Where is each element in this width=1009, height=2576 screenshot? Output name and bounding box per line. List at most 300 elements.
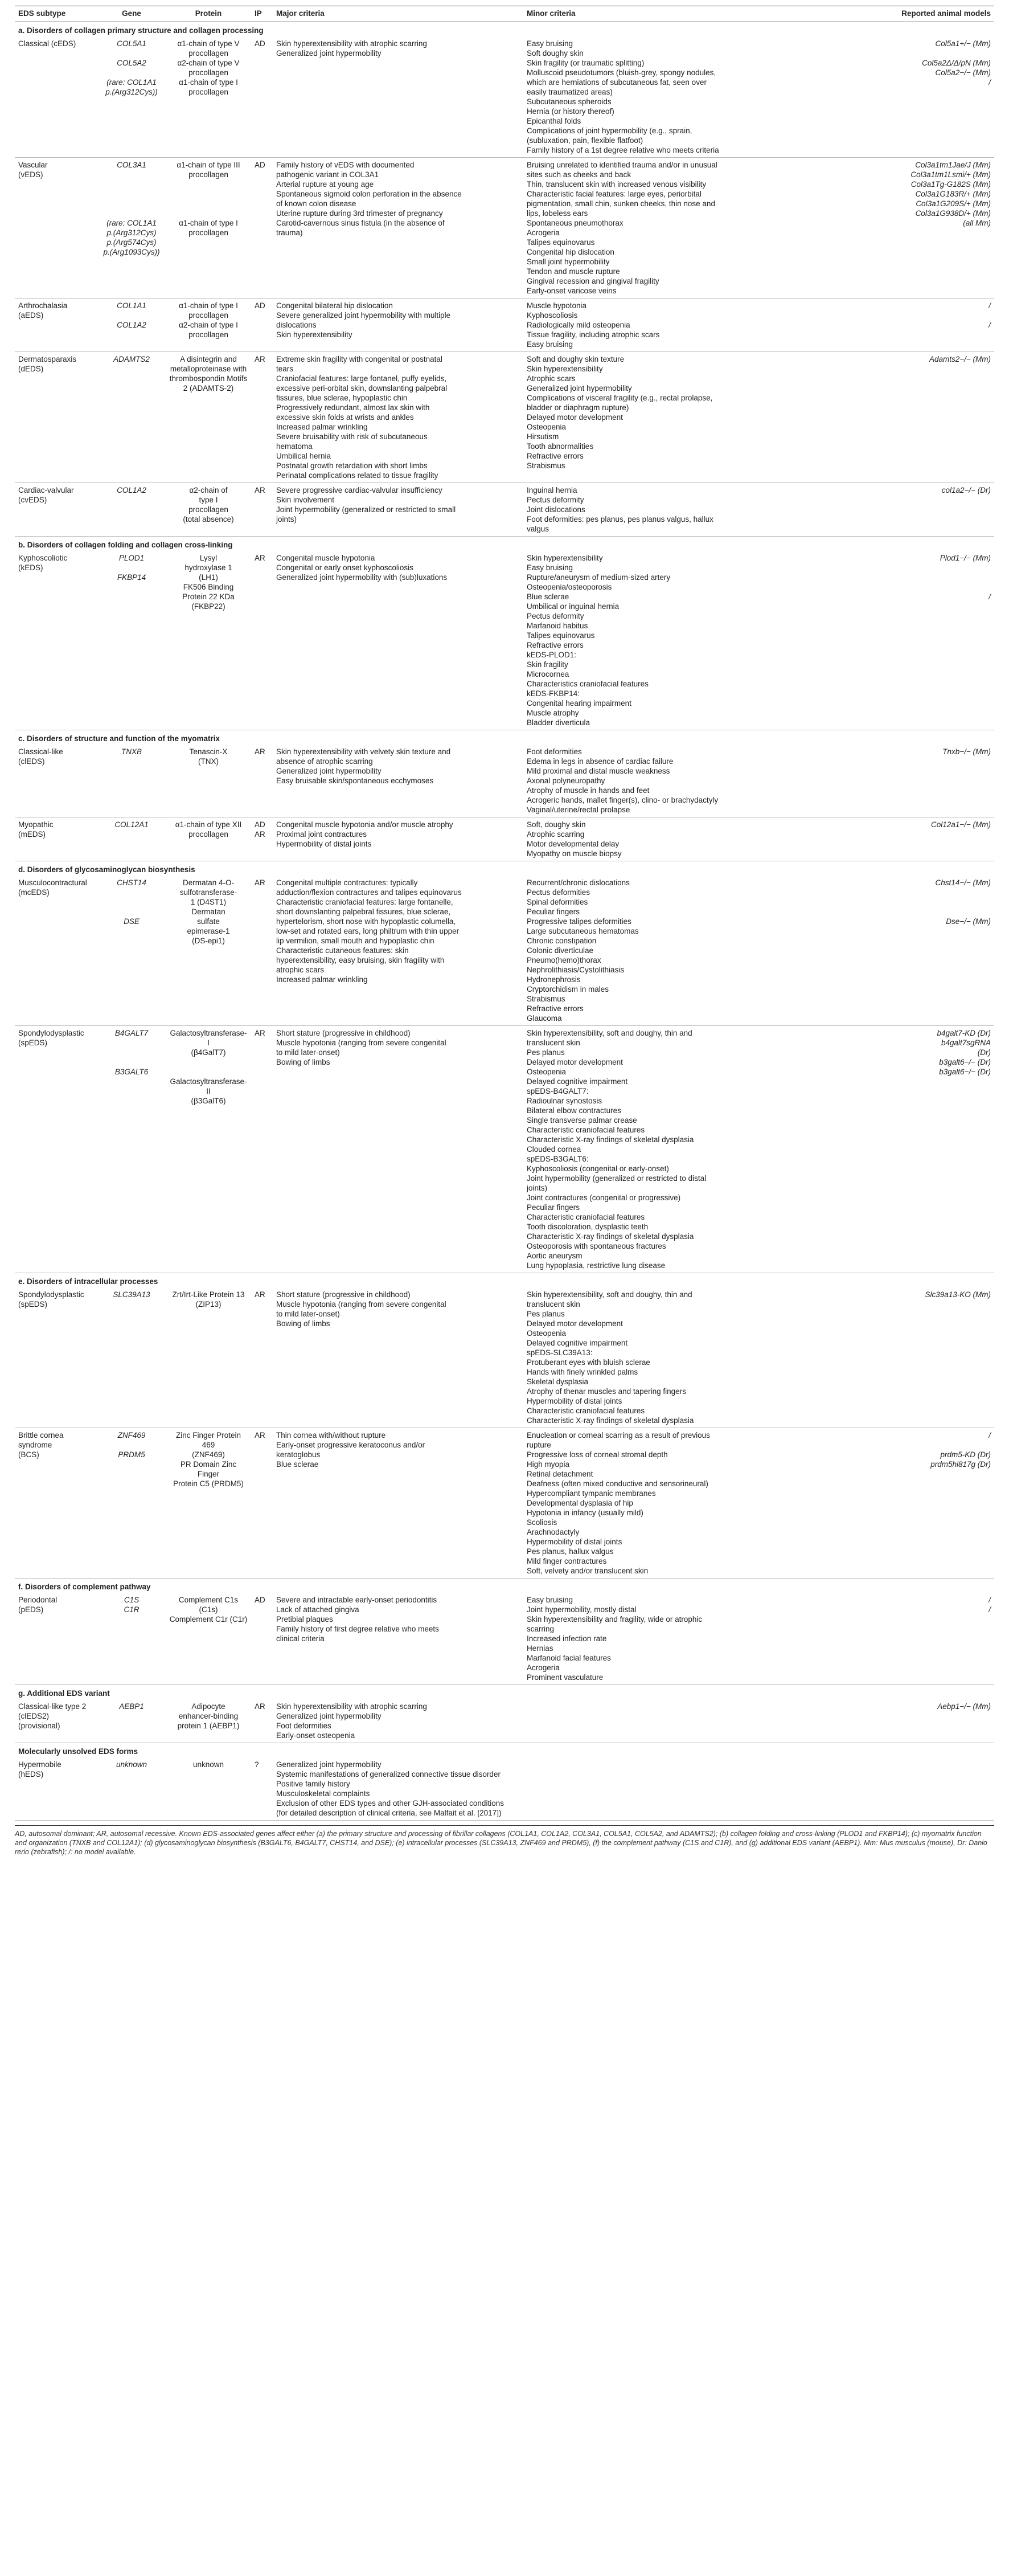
subtype-cell (15, 876, 97, 1026)
major-criteria-line: short downslanting palpebral fissures, blue sclerae, (276, 907, 451, 916)
major-criteria-line: Characteristic craniofacial features: large fontanelle, (276, 898, 453, 906)
major-criteria-line: Congenital multiple contractures: typically (276, 878, 418, 887)
animal-models-line: Col3a1G938D/+ (Mm) (915, 209, 991, 218)
ip-cell (251, 551, 273, 730)
major-criteria-line: Congenital or early onset kyphoscoliosis (276, 563, 413, 572)
protein-line: Zinc Finger Protein 469 (175, 1431, 241, 1449)
minor-criteria-line: Delayed cognitive impairment (527, 1339, 628, 1347)
gene-cell (97, 299, 166, 352)
animal-models-line (797, 582, 991, 592)
major-criteria-line: Severe generalized joint hypermobility with multiple (276, 311, 451, 320)
ip-cell (251, 299, 273, 352)
animal-models-line: Col3a1tm1Lsmi/+ (Mm) (910, 170, 991, 179)
minor-criteria-line: easily traumatized areas) (527, 88, 613, 96)
subtype-cell (15, 36, 97, 158)
protein-line: α1-chain of type XII (175, 820, 242, 829)
gene-line: FKBP14 (117, 573, 146, 582)
header-protein: Protein (195, 9, 222, 18)
table-row (15, 299, 994, 352)
minor-criteria-line: Spinal deformities (527, 898, 588, 906)
major-criteria-line: Skin hyperextensibility (276, 330, 352, 339)
ip-line: AR (255, 1702, 265, 1711)
minor-criteria-line: Nephrolithiasis/Cystolithiasis (527, 966, 625, 974)
major-criteria-line: Craniofacial features: large fontanel, puffy eyelids, (276, 374, 447, 383)
minor-criteria-line: Glaucoma (527, 1014, 562, 1023)
protein-cell (166, 1026, 251, 1273)
major-criteria-line: Umbilical hernia (276, 452, 331, 460)
minor-criteria-line: Microcornea (527, 670, 569, 678)
minor-criteria-line: Marfanoid habitus (527, 621, 588, 630)
ip-line: AD (255, 301, 265, 310)
animal-models-line: Col3a1G183R/+ (Mm) (915, 190, 991, 198)
minor-criteria-line: Characteristic X-ray findings of skeletal dysplasia (527, 1232, 694, 1241)
ip-line: AR (255, 1290, 265, 1299)
protein-line: (LH1) (199, 573, 218, 582)
protein-line: procollagen (188, 68, 228, 77)
protein-line: procollagen (188, 88, 228, 96)
minor-criteria-line: Hypercompliant tympanic membranes (527, 1489, 656, 1498)
major-criteria-line: Short stature (progressive in childhood) (276, 1029, 411, 1037)
subtype-cell (15, 299, 97, 352)
major-criteria-cell (273, 352, 523, 483)
table-row (15, 551, 994, 730)
minor-criteria-line: Skin hyperextensibility (527, 365, 603, 373)
gene-line: p.(Arg574Cys) (106, 238, 157, 247)
gene-line: B3GALT6 (114, 1068, 149, 1076)
minor-criteria-line: Osteopenia (527, 1068, 567, 1076)
protein-line: type I (199, 496, 218, 504)
major-criteria-line: Foot deformities (276, 1722, 331, 1730)
subtype-cell (15, 352, 97, 483)
gene-line: ADAMTS2 (113, 355, 150, 363)
minor-criteria-line: Recurrent/chronic dislocations (527, 878, 630, 887)
major-criteria-line: Systemic manifestations of generalized connective tissue disorder (276, 1770, 501, 1778)
animal-models-line: b4galt7sgRNA (941, 1038, 991, 1047)
animal-models-cell (794, 352, 994, 483)
minor-criteria-line: Joint dislocations (527, 505, 585, 514)
protein-cell (166, 876, 251, 1026)
ip-line: AD (255, 1596, 265, 1604)
subtype-cell (15, 1428, 97, 1579)
subtype-cell (15, 483, 97, 537)
ip-line: ? (255, 1760, 259, 1769)
protein-line: α1-chain of type I (179, 219, 238, 227)
major-criteria-line: to mild later-onset) (276, 1048, 340, 1057)
major-criteria-line: of known colon disease (276, 199, 356, 208)
section-title: c. Disorders of structure and function of the myomatrix (18, 734, 220, 743)
protein-line: protein 1 (AEBP1) (177, 1722, 240, 1730)
protein-line: (β4GalT7) (191, 1048, 226, 1057)
protein-line: Galactosyltransferase-I (170, 1029, 247, 1047)
minor-criteria-line: Vaginal/uterine/rectal prolapse (527, 805, 630, 814)
minor-criteria-line: Pes planus (527, 1048, 565, 1057)
minor-criteria-line: Easy bruising (527, 563, 573, 572)
minor-criteria-line: Easy bruising (527, 340, 573, 349)
minor-criteria-line: Arachnodactyly (527, 1528, 580, 1536)
major-criteria-line: trauma) (276, 228, 303, 237)
subtype-line: (clEDS) (18, 757, 45, 766)
gene-line (101, 1038, 162, 1048)
major-criteria-cell (273, 551, 523, 730)
subtype-line: (provisional) (18, 1722, 60, 1730)
minor-criteria-line: Acrogeria (527, 1663, 560, 1672)
minor-criteria-line: Soft, doughy skin (527, 820, 586, 829)
major-criteria-cell (273, 1757, 523, 1821)
minor-criteria-line: Deafness (often mixed conductive and sensorineural) (527, 1479, 708, 1488)
minor-criteria-line: Tooth discoloration, dysplastic teeth (527, 1222, 649, 1231)
protein-line: FK506 Binding (183, 583, 234, 591)
protein-line: procollagen (188, 505, 228, 514)
minor-criteria-cell (523, 352, 794, 483)
protein-line: hydroxylase 1 (184, 563, 232, 572)
animal-models-line: Plod1−/− (Mm) (940, 554, 991, 562)
minor-criteria-line: Skin hyperextensibility and fragility, wide or atrophic (527, 1615, 703, 1624)
minor-criteria-line: Strabismus (527, 461, 565, 470)
gene-cell (97, 352, 166, 483)
major-criteria-line: fissures, blue sclerae, hypoplastic chin (276, 394, 408, 402)
protein-cell (166, 745, 251, 817)
protein-line (169, 179, 248, 189)
table-row (15, 817, 994, 861)
protein-line: Galactosyltransferase-II (170, 1077, 247, 1095)
minor-criteria-line: Hernias (527, 1644, 553, 1653)
gene-cell (97, 36, 166, 158)
header-ip: IP (255, 9, 262, 18)
protein-line: procollagen (188, 830, 228, 839)
minor-criteria-cell (523, 1593, 794, 1685)
minor-criteria-cell (523, 158, 794, 299)
animal-models-line: / (989, 301, 991, 310)
animal-models-cell (794, 817, 994, 861)
protein-line: A disintegrin and (180, 355, 237, 363)
minor-criteria-cell (523, 1699, 794, 1743)
animal-models-line (797, 48, 991, 58)
gene-cell (97, 551, 166, 730)
subtype-line: Arthrochalasia (18, 301, 68, 310)
minor-criteria-line: Skin fragility (527, 660, 568, 669)
protein-line: Zrt/Irt-Like Protein 13 (172, 1290, 245, 1299)
minor-criteria-line: Spontaneous pneumothorax (527, 219, 624, 227)
major-criteria-line: to mild later-onset) (276, 1310, 340, 1318)
subtype-line: (mEDS) (18, 830, 46, 839)
animal-models-line: / (989, 592, 991, 601)
animal-models-line (797, 563, 991, 573)
header-minor: Minor criteria (527, 9, 576, 18)
protein-line: (ZNF469) (192, 1450, 225, 1459)
minor-criteria-line: Muscle atrophy (527, 709, 579, 717)
gene-line: ZNF469 (117, 1431, 146, 1440)
minor-criteria-line: Pes planus (527, 1310, 565, 1318)
table-row (15, 158, 994, 299)
animal-models-line (797, 888, 991, 897)
gene-line: AEBP1 (119, 1702, 144, 1711)
subtype-line: Musculocontractural (18, 878, 87, 887)
minor-criteria-line: translucent skin (527, 1300, 580, 1309)
minor-criteria-line: Thin, translucent skin with increased venous visibility (527, 180, 707, 189)
gene-line: DSE (124, 917, 140, 926)
subtype-line: (spEDS) (18, 1038, 48, 1047)
major-criteria-line: Congenital muscle hypotonia (276, 554, 375, 562)
subtype-line: Kyphoscoliotic (18, 554, 68, 562)
minor-criteria-line: Retinal detachment (527, 1470, 593, 1478)
major-criteria-line: Skin hyperextensibility with atrophic scarring (276, 1702, 427, 1711)
animal-models-line: Col12a1−/− (Mm) (930, 820, 991, 829)
protein-line: α2-chain of type I (179, 321, 238, 329)
minor-criteria-line: Skeletal dysplasia (527, 1377, 589, 1386)
section-title: b. Disorders of collagen folding and collagen cross-linking (18, 541, 233, 549)
section-heading-row (15, 537, 994, 551)
protein-line: α2-chain of type V (177, 59, 240, 67)
major-criteria-line: Early-onset progressive keratoconus and/or (276, 1441, 425, 1449)
animal-models-line: b3galt6−/− (Dr) (939, 1058, 991, 1066)
major-criteria-cell (273, 483, 523, 537)
minor-criteria-cell (523, 817, 794, 861)
protein-line: α1-chain of type V (177, 39, 240, 48)
subtype-line: (spEDS) (18, 1300, 48, 1309)
table-row (15, 876, 994, 1026)
animal-models-cell (794, 36, 994, 158)
major-criteria-line: (for detailed description of clinical criteria, see Malfait et al. [2017]) (276, 1809, 502, 1817)
ip-line: AR (255, 554, 265, 562)
minor-criteria-line: Hydronephrosis (527, 975, 581, 984)
minor-criteria-line: Pneumo(hemo)thorax (527, 956, 601, 964)
minor-criteria-line: Joint contractures (congenital or progressive) (527, 1193, 681, 1202)
protein-line: (DS-epi1) (192, 937, 225, 945)
minor-criteria-line: Atrophic scarring (527, 830, 585, 839)
animal-models-line: Slc39a13-KO (Mm) (925, 1290, 991, 1299)
major-criteria-cell (273, 1287, 523, 1428)
gene-line (101, 179, 162, 189)
minor-criteria-line: Refractive errors (527, 452, 584, 460)
gene-line (101, 48, 162, 58)
animal-models-line: Chst14−/− (Mm) (935, 878, 991, 887)
animal-models-line: prdm5-KD (Dr) (940, 1450, 991, 1459)
minor-criteria-line: Aortic aneurysm (527, 1252, 583, 1260)
table-page (15, 0, 994, 1857)
protein-line (169, 199, 248, 208)
gene-line: COL12A1 (114, 820, 149, 829)
animal-models-cell (794, 1428, 994, 1579)
major-criteria-line: Exclusion of other EDS types and other GJH-associated conditions (276, 1799, 504, 1808)
minor-criteria-line: Pectus deformity (527, 612, 584, 620)
protein-line: procollagen (188, 170, 228, 179)
animal-models-line: / (989, 78, 991, 87)
animal-models-line: Col3a1tm1Jae/J (Mm) (915, 161, 991, 169)
minor-criteria-line: Complications of visceral fragility (e.g., rectal prolapse, (527, 394, 713, 402)
subtype-line: Classical (cEDS) (18, 39, 76, 48)
gene-line: CHST14 (117, 878, 146, 887)
major-criteria-line: lip vermilion, small mouth and hypoplastic chin (276, 937, 434, 945)
minor-criteria-line: Single transverse palmar crease (527, 1116, 637, 1125)
ip-cell (251, 817, 273, 861)
section-title: g. Additional EDS variant (18, 1689, 110, 1698)
minor-criteria-line: Hirsutism (527, 432, 559, 441)
minor-criteria-line: Characteristic X-ray findings of skeletal dysplasia (527, 1416, 694, 1425)
major-criteria-cell (273, 745, 523, 817)
major-criteria-line: clinical criteria (276, 1634, 325, 1643)
table-row (15, 1428, 994, 1579)
animal-models-line: col1a2−/− (Dr) (941, 486, 991, 494)
minor-criteria-line: Delayed motor development (527, 1058, 623, 1066)
gene-line: COL5A1 (117, 39, 146, 48)
major-criteria-line: Progressively redundant, almost lax skin with (276, 403, 430, 412)
subtype-cell (15, 1593, 97, 1685)
gene-cell (97, 158, 166, 299)
animal-models-cell (794, 483, 994, 537)
major-criteria-line: dislocations (276, 321, 317, 329)
animal-models-line: b4galt7-KD (Dr) (937, 1029, 991, 1037)
protein-cell (166, 352, 251, 483)
major-criteria-line: Severe and intractable early-onset periodontitis (276, 1596, 437, 1604)
gene-line (101, 199, 162, 208)
minor-criteria-cell (523, 299, 794, 352)
minor-criteria-line: Tissue fragility, including atrophic scars (527, 330, 660, 339)
major-criteria-line: Muscle hypotonia (ranging from severe congenital (276, 1300, 446, 1309)
protein-cell (166, 1428, 251, 1579)
minor-criteria-line: Soft and doughy skin texture (527, 355, 625, 363)
minor-criteria-line: spEDS-SLC39A13: (527, 1348, 593, 1357)
minor-criteria-line: Colonic diverticulae (527, 946, 594, 955)
gene-line (101, 68, 162, 77)
protein-line: procollagen (188, 49, 228, 58)
minor-criteria-line: Delayed motor development (527, 413, 623, 422)
animal-models-cell (794, 1287, 994, 1428)
animal-models-line: prdm5hi817g (Dr) (930, 1460, 991, 1469)
minor-criteria-line: Skin hyperextensibility (527, 554, 603, 562)
eds-table (15, 6, 994, 1821)
ip-line: AD (255, 820, 265, 829)
protein-line: (total absence) (183, 515, 234, 524)
minor-criteria-line: Osteoporosis with spontaneous fractures (527, 1242, 666, 1250)
gene-line (101, 1057, 162, 1067)
gene-line: COL1A1 (117, 301, 146, 310)
minor-criteria-line: Characteristic craniofacial features (527, 1126, 645, 1134)
subtype-line: (mcEDS) (18, 888, 50, 897)
animal-models-line: (Dr) (977, 1048, 991, 1057)
animal-models-line: Col5a2−/− (Mm) (935, 68, 991, 77)
table-header-row (15, 6, 994, 22)
ip-cell (251, 1026, 273, 1273)
minor-criteria-line: Kyphoscoliosis (527, 311, 578, 320)
subtype-line: Hypermobile (18, 1760, 61, 1769)
minor-criteria-line: Congenital hearing impairment (527, 699, 631, 708)
minor-criteria-line: Myopathy on muscle biopsy (527, 849, 622, 858)
animal-models-line: (all Mm) (963, 219, 991, 227)
gene-line (101, 1048, 162, 1057)
subtype-line: (dEDS) (18, 365, 44, 373)
major-criteria-line: adduction/flexion contractures and talipes equinovarus (276, 888, 462, 897)
minor-criteria-line: Umbilical or inguinal hernia (527, 602, 620, 611)
section-heading-row (15, 22, 994, 37)
minor-criteria-line: Developmental dysplasia of hip (527, 1499, 633, 1507)
minor-criteria-line: Talipes equinovarus (527, 631, 595, 640)
minor-criteria-cell (523, 1026, 794, 1273)
major-criteria-line: excessive peri-orbital skin, downslanting palpebral (276, 384, 448, 392)
major-criteria-line: Easy bruisable skin/spontaneous ecchymoses (276, 776, 434, 785)
minor-criteria-line: Edema in legs in absence of cardiac failure (527, 757, 674, 766)
animal-models-line: Tnxb−/− (Mm) (942, 747, 991, 756)
gene-line (101, 170, 162, 179)
protein-line: procollagen (188, 330, 228, 339)
ip-line: AD (255, 39, 265, 48)
minor-criteria-line: Small joint hypermobility (527, 257, 610, 266)
section-title: d. Disorders of glycosaminoglycan biosynthesis (18, 865, 195, 874)
major-criteria-line: Congenital muscle hypotonia and/or muscle atrophy (276, 820, 453, 829)
minor-criteria-line: Clouded cornea (527, 1145, 581, 1154)
major-criteria-line: hyperextensibility, easy bruising, skin fragility with (276, 956, 445, 964)
minor-criteria-line: Atrophy of muscle in hands and feet (527, 786, 650, 795)
animal-models-line (797, 573, 991, 582)
animal-models-line: Col5a1+/− (Mm) (935, 39, 991, 48)
major-criteria-line: Arterial rupture at young age (276, 180, 374, 189)
gene-line: PRDM5 (118, 1450, 145, 1459)
animal-models-line (797, 310, 991, 320)
minor-criteria-line: Osteopenia (527, 423, 567, 431)
section-title: e. Disorders of intracellular processes (18, 1277, 158, 1286)
table-row (15, 1699, 994, 1743)
subtype-line: (pEDS) (18, 1605, 44, 1614)
subtype-line: Periodontal (18, 1596, 58, 1604)
gene-line: COL1A2 (117, 321, 146, 329)
minor-criteria-line: Atrophic scars (527, 374, 576, 383)
minor-criteria-line: Scoliosis (527, 1518, 557, 1527)
protein-line: Complement C1r (C1r) (169, 1615, 248, 1624)
minor-criteria-line: Bilateral elbow contractures (527, 1106, 621, 1115)
subtype-line: (vEDS) (18, 170, 43, 179)
protein-line: sulfotransferase- (179, 888, 237, 897)
protein-cell (166, 1593, 251, 1685)
animal-models-line: Dse−/− (Mm) (946, 917, 991, 926)
ip-line: AR (255, 355, 265, 363)
minor-criteria-line: spEDS-B4GALT7: (527, 1087, 589, 1095)
header-animal: Reported animal models (901, 9, 991, 18)
gene-line (101, 208, 162, 218)
protein-line: metalloproteinase with (170, 365, 247, 373)
major-criteria-line: Skin hyperextensibility with atrophic scarring (276, 39, 427, 48)
gene-line (101, 907, 162, 917)
minor-criteria-line: Increased infection rate (527, 1634, 607, 1643)
ip-line: AR (255, 747, 265, 756)
major-criteria-line: Postnatal growth retardation with short limbs (276, 461, 428, 470)
gene-line: unknown (116, 1760, 147, 1769)
minor-criteria-line: Joint hypermobility, mostly distal (527, 1605, 637, 1614)
gene-line: C1R (124, 1605, 140, 1614)
animal-models-line: / (989, 1431, 991, 1440)
major-criteria-cell (273, 1428, 523, 1579)
protein-cell (166, 483, 251, 537)
major-criteria-line: Lack of attached gingiva (276, 1605, 359, 1614)
minor-criteria-line: Chronic constipation (527, 937, 597, 945)
ip-line: AR (255, 1431, 265, 1440)
minor-criteria-line: Talipes equinovarus (527, 238, 595, 247)
subtype-line: (kEDS) (18, 563, 43, 572)
minor-criteria-line: Molluscoid pseudotumors (bluish-grey, spongy nodules, (527, 68, 716, 77)
major-criteria-line: Generalized joint hypermobility (276, 49, 382, 58)
subtype-line: Spondylodysplastic (18, 1290, 84, 1299)
table-row (15, 352, 994, 483)
gene-cell (97, 1026, 166, 1273)
major-criteria-line: Generalized joint hypermobility (276, 767, 382, 775)
minor-criteria-line: Radioulnar synostosis (527, 1097, 602, 1105)
major-criteria-cell (273, 876, 523, 1026)
minor-criteria-line: Bruising unrelated to identified trauma and/or in unusual (527, 161, 717, 169)
ip-cell (251, 1757, 273, 1821)
gene-cell (97, 483, 166, 537)
gene-line: B4GALT7 (114, 1029, 149, 1037)
header-major: Major criteria (276, 9, 325, 18)
minor-criteria-line: which are herniations of subcutaneous fat, seen over (527, 78, 707, 87)
major-criteria-line: Proximal joint contractures (276, 830, 367, 839)
